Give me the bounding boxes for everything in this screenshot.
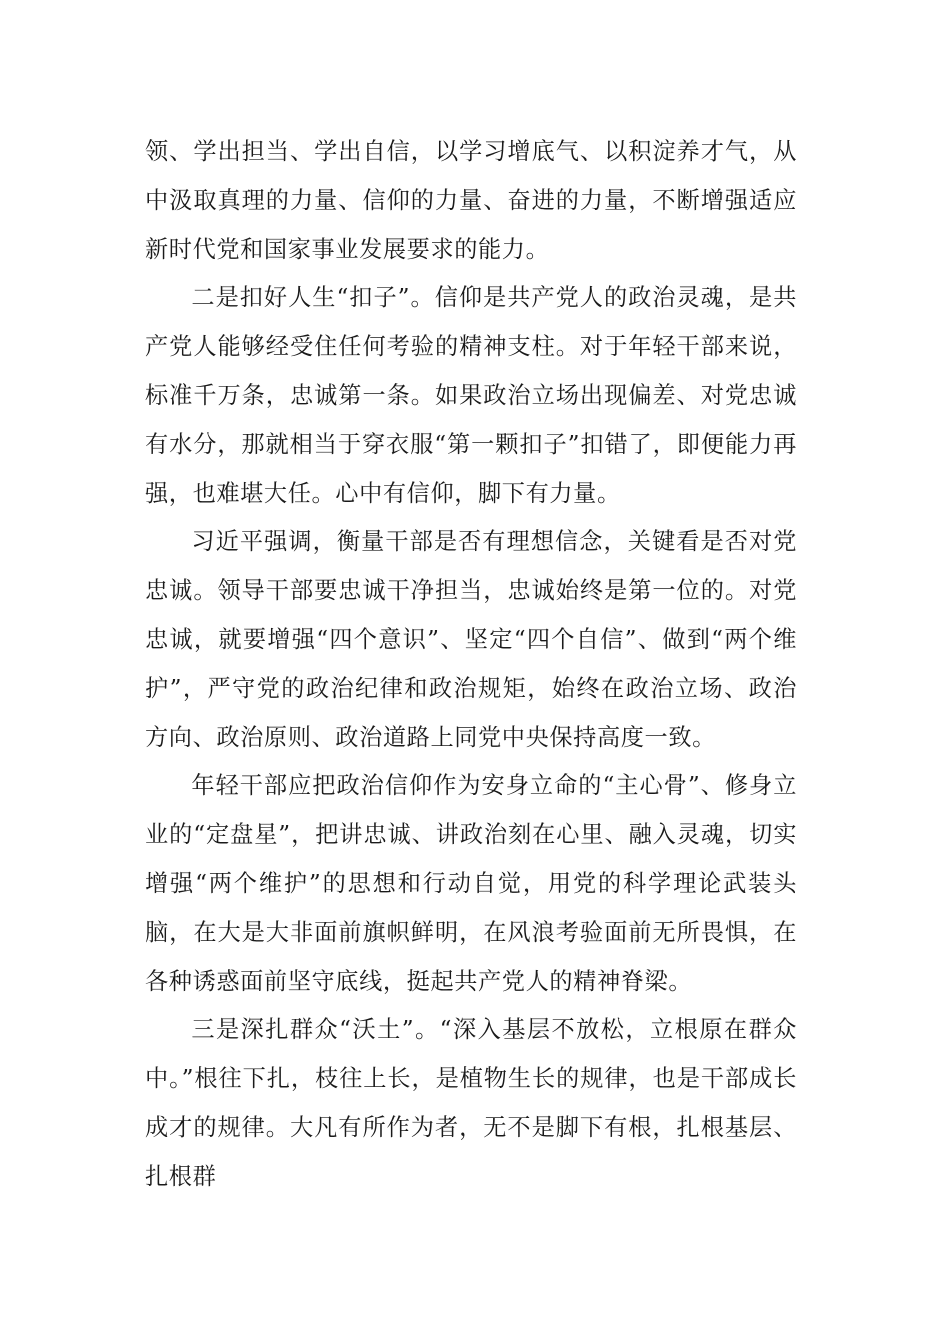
paragraph-3: 习近平强调，衡量干部是否有理想信念，关键看是否对党忠诚。领导干部要忠诚干净担当，忠诚始终是第一位的。对党忠诚，就要增强“四个意识”、坚定“四个自信”、做到“两个维护”，严守党的政治纪律和政治规矩，始终在政治立场、政治方向、政治原则、政治道路上同党中央保持高度一致。 <box>145 528 797 751</box>
paragraph-5: 三是深扎群众“沃土”。“深入基层不放松，立根原在群众中。”根往下扎，枝往上长，是植物生长的规律，也是干部成长成才的规律。大凡有所作为者，无不是脚下有根，扎根基层、扎根群 <box>145 1016 797 1190</box>
paragraph-4: 年轻干部应把政治信仰作为安身立命的“主心骨”、修身立业的“定盘星”，把讲忠诚、讲政治刻在心里、融入灵魂，切实增强“两个维护”的思想和行动自觉，用党的科学理论武装头脑，在大是大非面前旗帜鲜明，在风浪考验面前无所畏惧，在各种诱惑面前坚守底线，挺起共产党人的精神脊梁。 <box>145 772 797 995</box>
paragraph-1: 领、学出担当、学出自信，以学习增底气、以积淀养才气，从中汲取真理的力量、信仰的力量、奋进的力量，不断增强适应新时代党和国家事业发展要求的能力。 <box>145 138 797 263</box>
paragraph-2: 二是扣好人生“扣子”。信仰是共产党人的政治灵魂，是共产党人能够经受住任何考验的精神支柱。对于年轻干部来说，标准千万条，忠诚第一条。如果政治立场出现偏差、对党忠诚有水分，那就相当于穿衣服“第一颗扣子”扣错了，即便能力再强，也难堪大任。心中有信仰，脚下有力量。 <box>145 284 797 507</box>
document-body <box>145 128 797 1202</box>
